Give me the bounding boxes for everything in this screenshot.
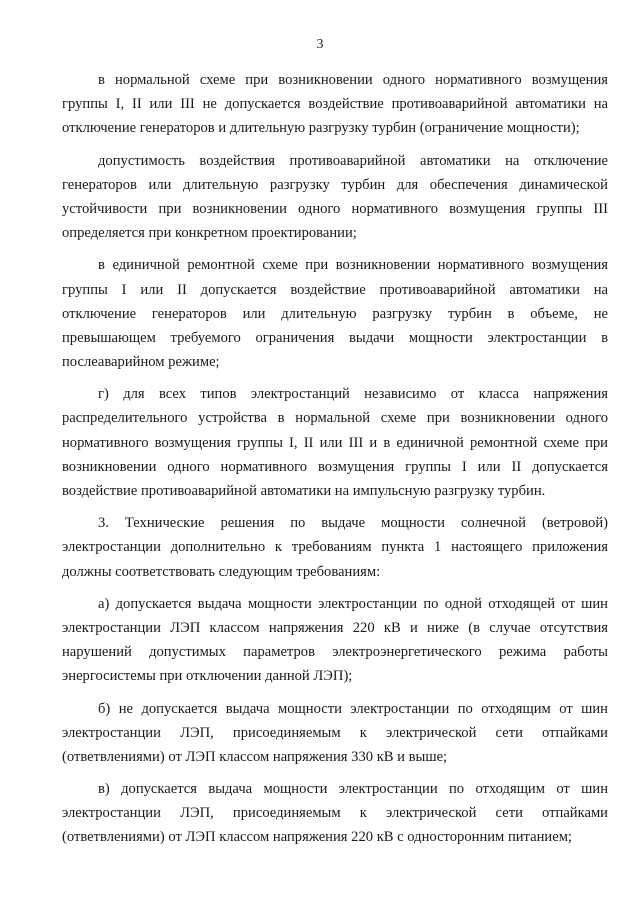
text-line: отключение генераторов или длительную разгрузку турбин в объеме, не bbox=[62, 305, 608, 322]
text-line: нарушений допустимых параметров электроэнергетического режима работы bbox=[62, 644, 608, 661]
text-line: возникновении одного нормативного возмущения группы I или II допускается bbox=[62, 458, 608, 475]
text-line: генераторов или длительную разгрузку турбин для обеспечения динамической bbox=[62, 176, 608, 193]
text-line: б) не допускается выдача мощности электростанции по отходящим от шин bbox=[98, 700, 608, 717]
paragraph-item-b bbox=[62, 697, 608, 770]
text-line: группы I или II допускается воздействие противоаварийной автоматики на bbox=[62, 281, 608, 298]
text-line: в нормальной схеме при возникновении одного нормативного возмущения bbox=[98, 72, 608, 88]
paragraph-section-3 bbox=[62, 511, 608, 584]
text-line: группы I, II или III не допускается воздействие противоаварийной автоматики на bbox=[62, 96, 608, 113]
text-line: электростанции ЛЭП классом напряжения 220 кВ и ниже (в случае отсутствия bbox=[62, 619, 608, 636]
text-line: воздействие противоаварийной автоматики на импульсную разгрузку турбин. bbox=[62, 483, 546, 499]
text-line: превышающем требуемого ограничения выдачи мощности электростанции в bbox=[62, 329, 608, 346]
text-line: в) допускается выдача мощности электростанции по отходящим от шин bbox=[98, 781, 608, 798]
text-line: (ответвлениями) от ЛЭП классом напряжения 220 кВ с односторонним питанием; bbox=[62, 829, 572, 846]
text-line: в единичной ремонтной схеме при возникновении нормативного возмущения bbox=[98, 257, 608, 274]
paragraph-item-a bbox=[62, 592, 608, 689]
text-line: распределительного устройства в нормальной схеме при возникновении одного bbox=[62, 410, 608, 427]
text-line: определяется при конкретном проектировании; bbox=[62, 225, 357, 242]
text-line: энергосистемы при отключении данной ЛЭП); bbox=[62, 668, 353, 685]
text-line: послеаварийном режиме; bbox=[62, 354, 220, 371]
document-body bbox=[62, 68, 608, 850]
text-line: а) допускается выдача мощности электростанции по одной отходящей от шин bbox=[98, 595, 608, 612]
text-line: (ответвлениями) от ЛЭП классом напряжения 330 кВ и выше; bbox=[62, 748, 448, 765]
text-line: 3. Технические решения по выдаче мощности солнечной (ветровой) bbox=[98, 515, 608, 532]
paragraph-normal-scheme bbox=[62, 68, 608, 141]
text-line: допустимость воздействия противоаварийной автоматики на отключение bbox=[98, 152, 608, 169]
text-line: электростанции ЛЭП, присоединяемым к электрической сети отпайками bbox=[62, 805, 608, 822]
text-line: электростанции дополнительно к требованиям пункта 1 настоящего приложения bbox=[62, 539, 608, 556]
page-number: 3 bbox=[316, 37, 324, 52]
paragraph-admissibility bbox=[62, 149, 608, 246]
text-line: нормативного возмущения группы I, II или III и в единичной ремонтной схеме при bbox=[62, 434, 608, 451]
paragraph-item-g bbox=[62, 382, 608, 503]
text-line: электростанции ЛЭП, присоединяемым к электрической сети отпайками bbox=[62, 724, 608, 741]
text-line: отключение генераторов и длительную разгрузку турбин (ограничение мощности); bbox=[62, 120, 580, 137]
paragraph-item-v bbox=[62, 777, 608, 850]
paragraph-repair-scheme bbox=[62, 253, 608, 374]
text-line: должны соответствовать следующим требованиям: bbox=[62, 563, 381, 580]
text-line: г) для всех типов электростанций независимо от класса напряжения bbox=[98, 386, 608, 403]
text-line: устойчивости при возникновении одного нормативного возмущения группы III bbox=[62, 200, 608, 217]
